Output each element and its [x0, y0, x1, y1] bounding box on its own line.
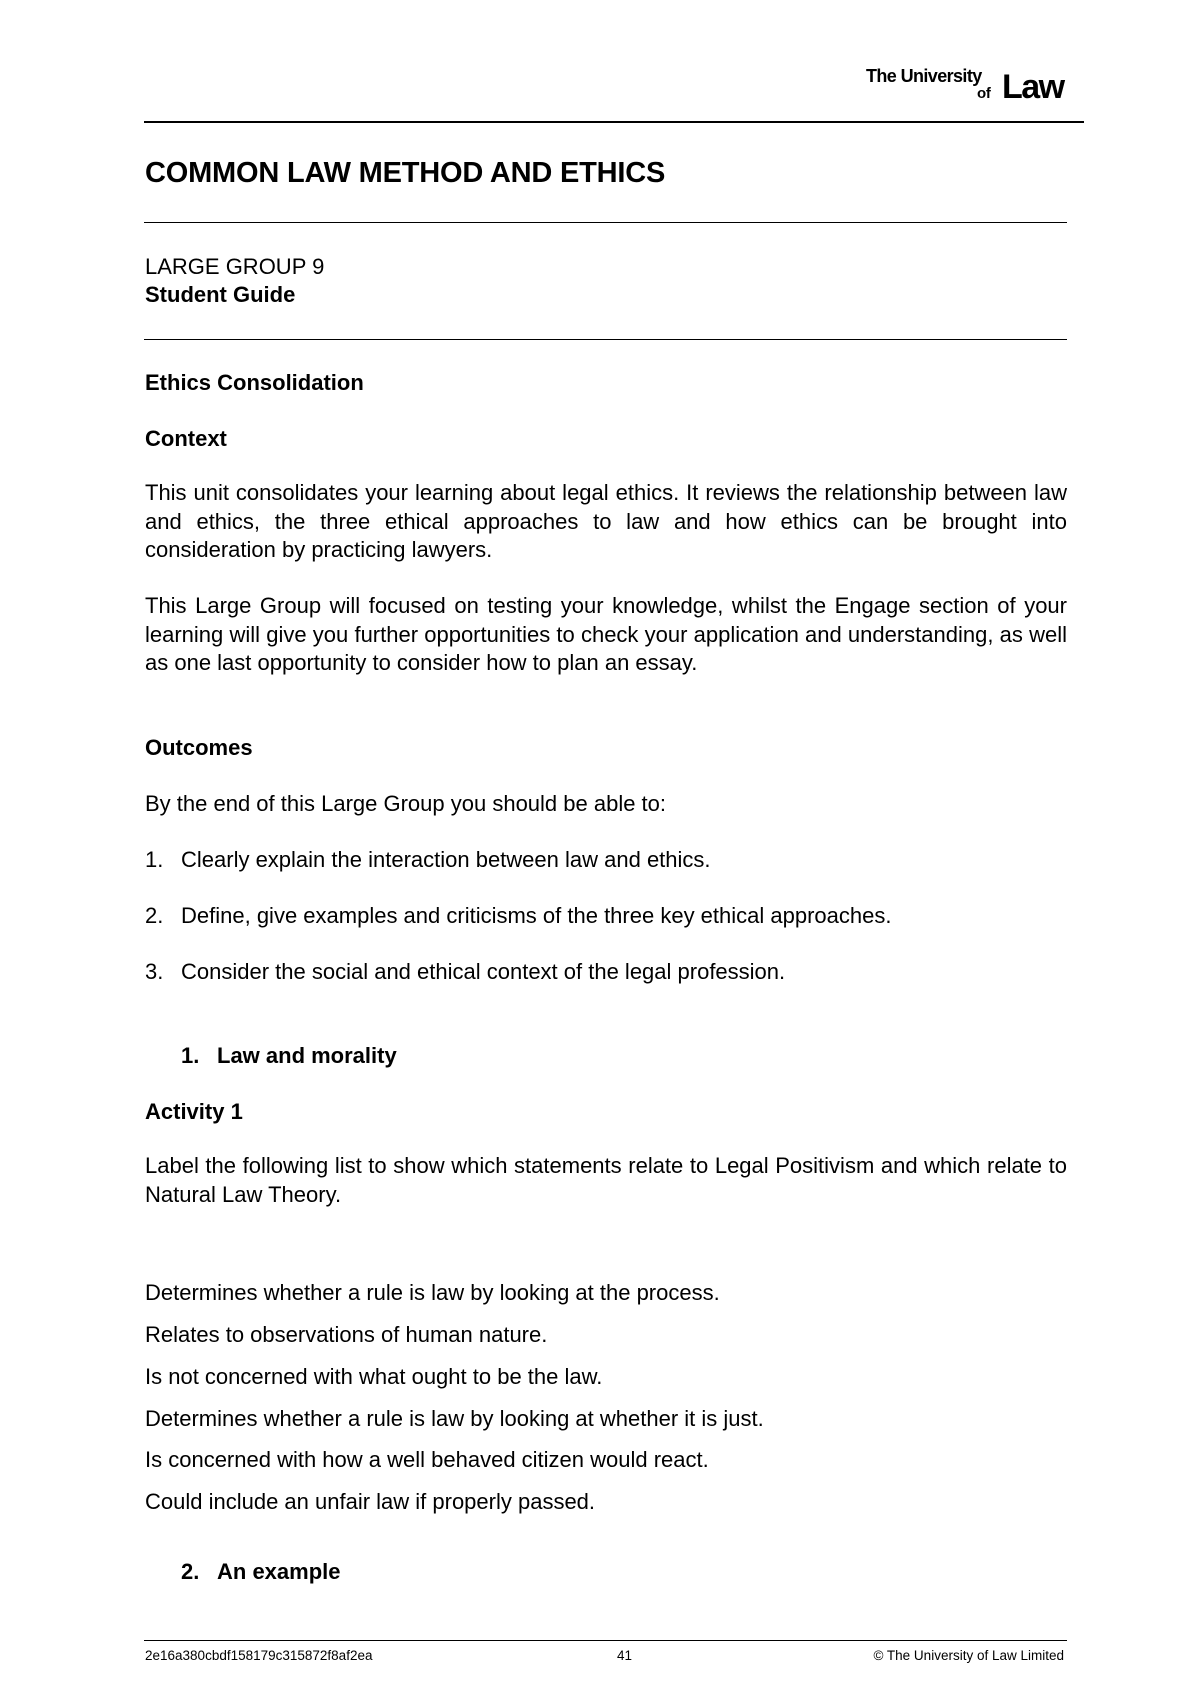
section-1-title: Law and morality [217, 1043, 397, 1068]
activity-1-heading: Activity 1 [145, 1099, 243, 1124]
outcomes-heading: Outcomes [145, 735, 253, 760]
section-2-title: An example [217, 1559, 341, 1584]
statement-item: Could include an unfair law if properly passed. [145, 1489, 596, 1514]
outcome-item: Define, give examples and criticisms of the three key ethical approaches. [181, 903, 892, 928]
logo-line-1: The University [866, 66, 982, 86]
footer-page-number: 41 [617, 1648, 633, 1663]
logo-line-2: of [977, 85, 991, 102]
outcomes-intro: By the end of this Large Group you should be able to: [145, 791, 667, 816]
activity-1-instruction: Label the following list to show which statements relate to Legal Positivism and which relate to Natural Law Theory. [145, 1153, 1067, 1207]
unit-title: Ethics Consolidation [145, 370, 364, 395]
section-2-number: 2. [181, 1559, 200, 1584]
outcome-item: Consider the social and ethical context of the legal profession. [181, 959, 786, 984]
context-heading: Context [145, 426, 227, 451]
subtitle-divider [144, 339, 1067, 340]
outcome-number: 3. [145, 959, 164, 984]
logo-line-3: Law [1002, 68, 1064, 106]
header-rule [144, 121, 1084, 123]
context-paragraph-1: This unit consolidates your learning about legal ethics. It reviews the relationship between law and ethics, the three ethical approaches to law and how ethics can be brought into consideration by practicing lawyers. [145, 480, 1067, 562]
outcome-number: 1. [145, 847, 164, 872]
section-1-number: 1. [181, 1043, 200, 1068]
context-paragraph-2: This Large Group will focused on testing your knowledge, whilst the Engage section of your learning will give you further opportunities to check your application and understanding, as well as one last opportunity to consider how to plan an essay. [145, 593, 1067, 675]
footer-doc-id: 2e16a380cbdf158179c315872f8af2ea [145, 1648, 373, 1663]
university-logo [866, 66, 1072, 106]
statement-item: Is concerned with how a well behaved citizen would react. [145, 1447, 709, 1472]
outcome-item: Clearly explain the interaction between law and ethics. [181, 847, 711, 872]
page-title: COMMON LAW METHOD AND ETHICS [145, 157, 666, 189]
large-group-label: LARGE GROUP 9 [145, 254, 325, 279]
footer-copyright: © The University of Law Limited [873, 1648, 1064, 1663]
outcome-number: 2. [145, 903, 164, 928]
statement-item: Is not concerned with what ought to be the law. [145, 1364, 603, 1389]
statement-item: Determines whether a rule is law by looking at whether it is just. [145, 1406, 764, 1431]
title-divider [144, 222, 1067, 223]
guide-label: Student Guide [145, 282, 296, 307]
footer-rule [144, 1640, 1067, 1641]
statement-item: Relates to observations of human nature. [145, 1322, 548, 1347]
statement-item: Determines whether a rule is law by looking at the process. [145, 1280, 720, 1305]
